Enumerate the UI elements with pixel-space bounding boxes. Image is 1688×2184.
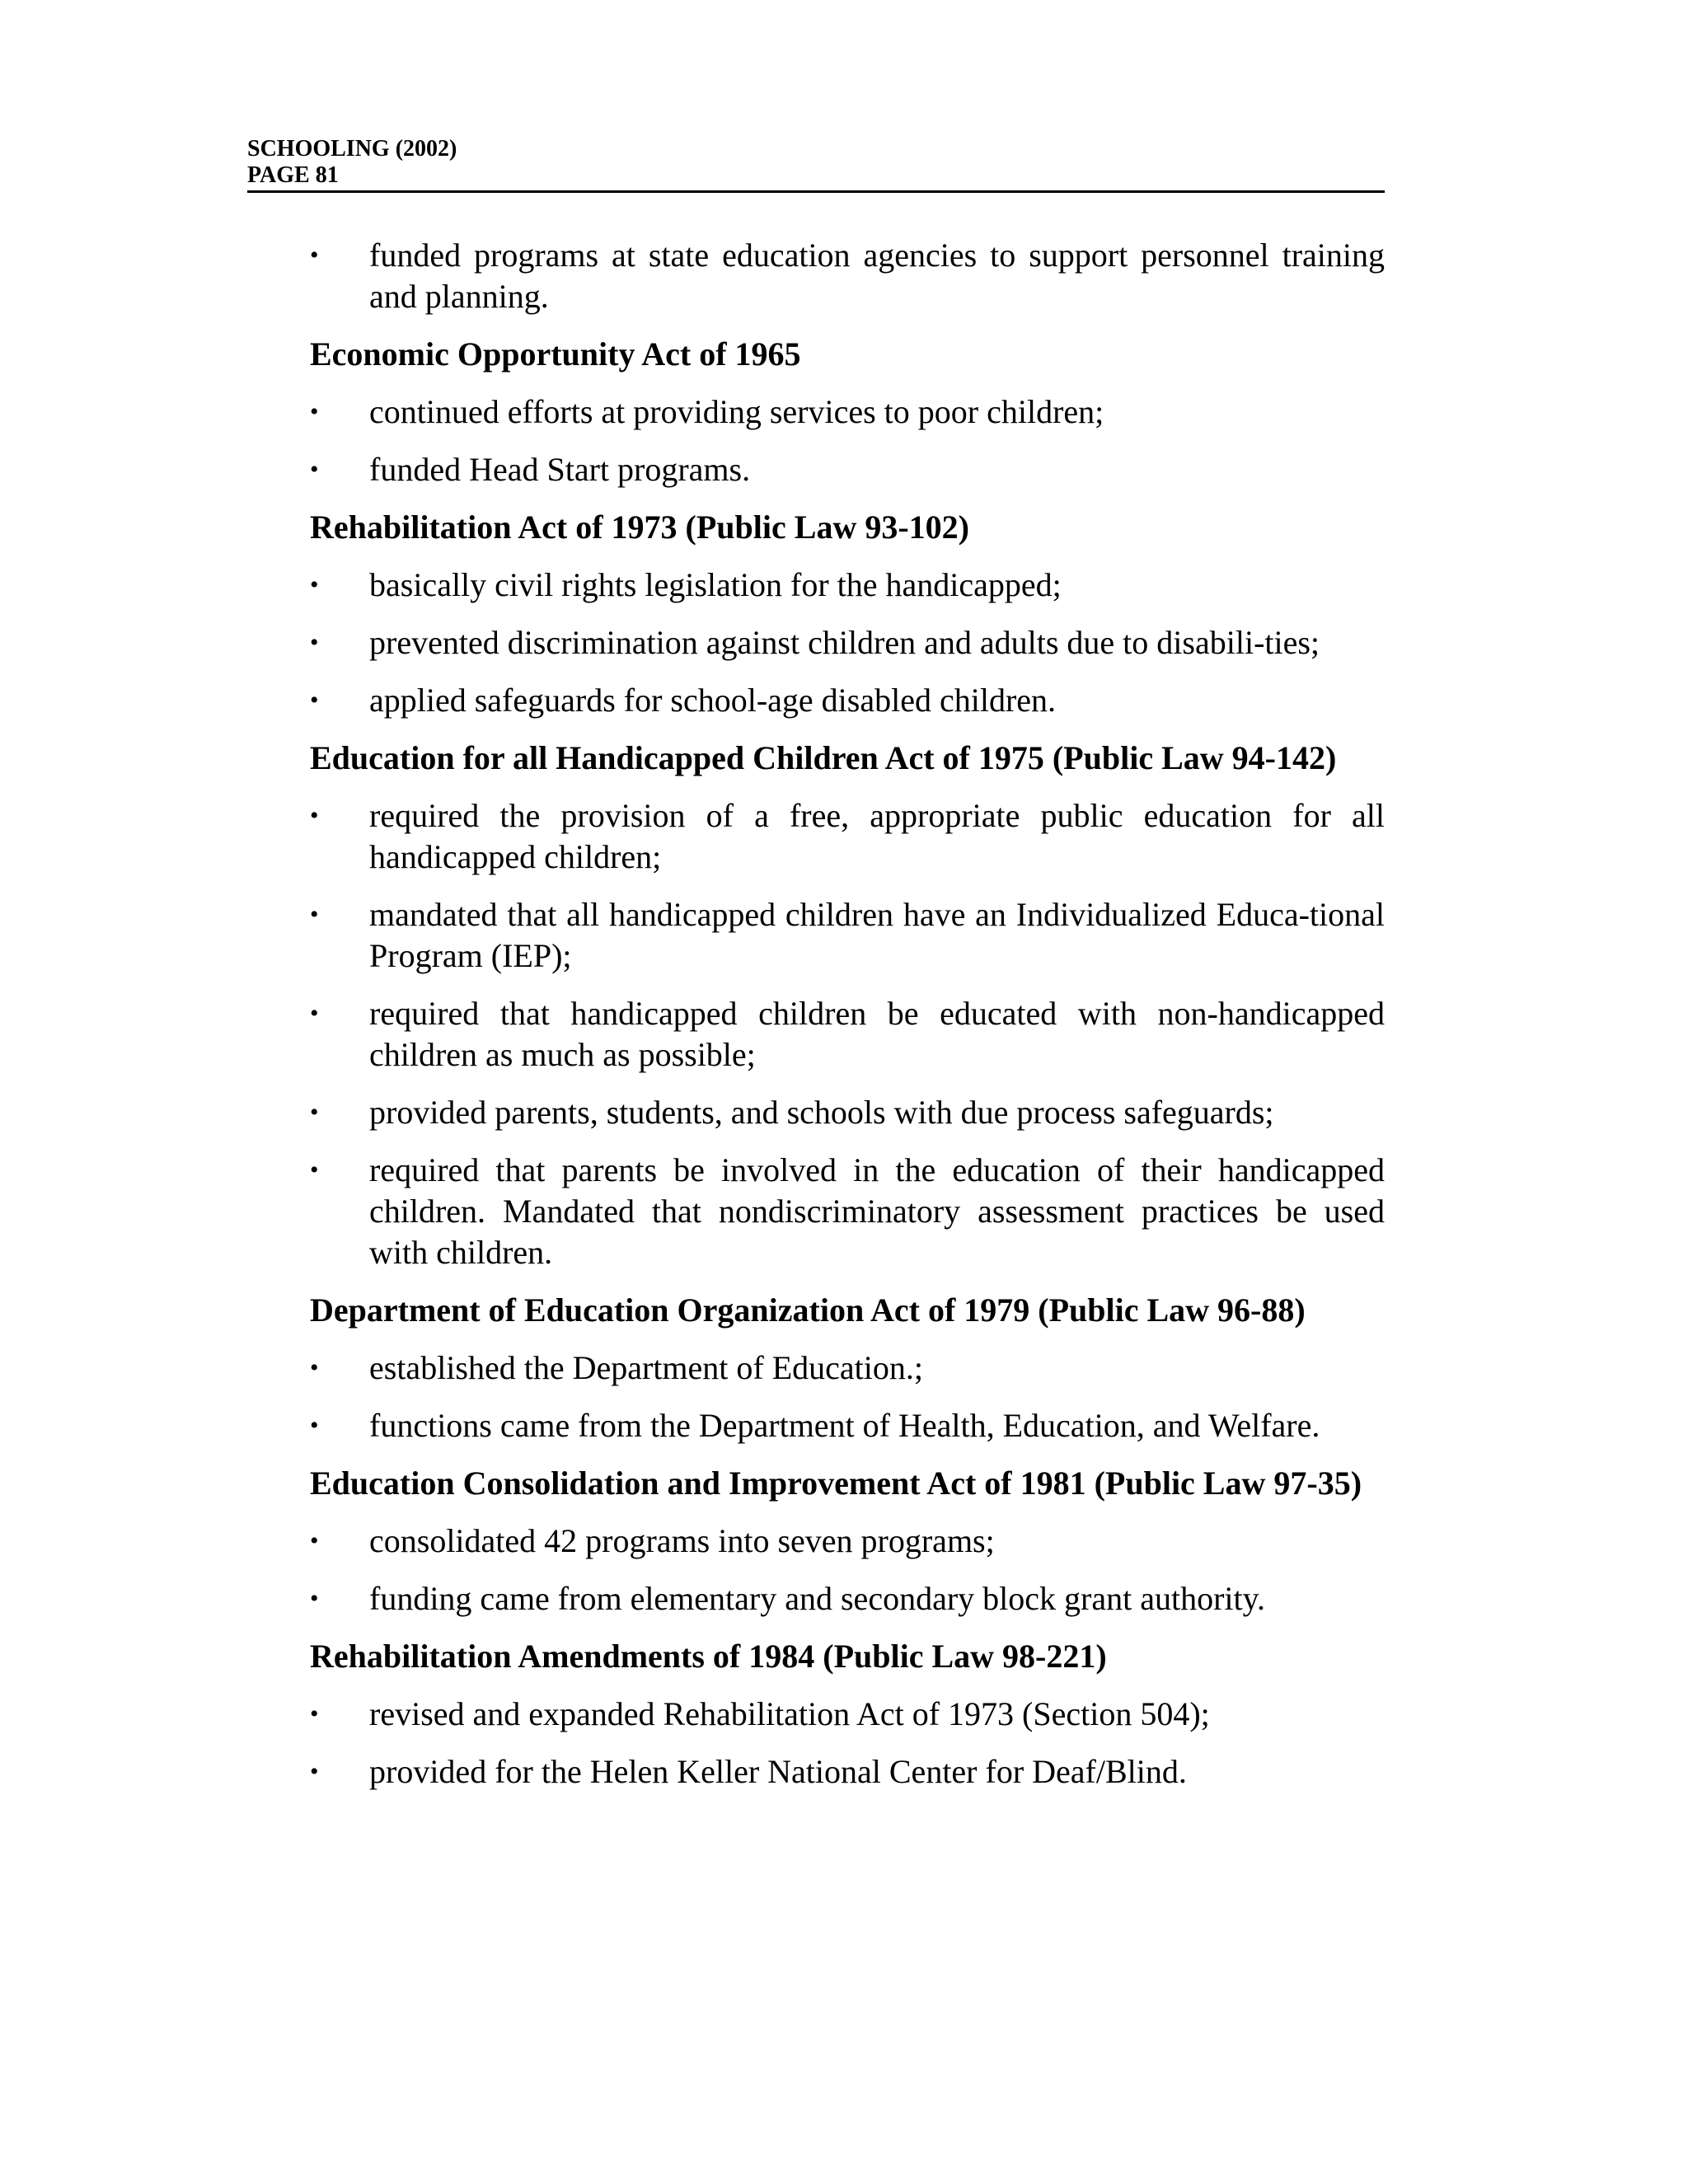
bullet-item	[310, 1521, 1385, 1562]
bullet-item	[310, 1092, 1385, 1133]
bullet-marker: •	[310, 802, 319, 829]
bullet-marker: •	[310, 1156, 319, 1183]
section-heading: Rehabilitation Amendments of 1984 (Public Law 98-221)	[310, 1638, 1107, 1675]
bullet-text: functions came from the Department of Health, Education, and Welfare.	[369, 1407, 1320, 1444]
bullet-text: required that parents be involved in the education of their handicapped children. Mandated that nondiscriminatory assessment practices be used with children.	[369, 1151, 1385, 1271]
bullet-marker: •	[310, 1000, 319, 1027]
bullet-text: revised and expanded Rehabilitation Act of 1973 (Section 504);	[369, 1695, 1210, 1732]
bullet-item	[310, 1405, 1385, 1446]
bullet-item	[310, 391, 1385, 433]
section-heading: Economic Opportunity Act of 1965	[310, 335, 801, 373]
bullet-item	[310, 1150, 1385, 1273]
bullet-text: required that handicapped children be educated with non-handicapped children as much as possible;	[369, 995, 1385, 1073]
page-header	[247, 136, 1385, 193]
bullet-text: continued efforts at providing services to poor children;	[369, 393, 1104, 430]
bullet-text: mandated that all handicapped children have an Individualized Educa-tional Program (IEP);	[369, 896, 1385, 974]
bullet-item	[310, 993, 1385, 1076]
bullet-marker: •	[310, 901, 319, 928]
bullet-marker: •	[310, 456, 319, 483]
bullet-text: applied safeguards for school-age disabled children.	[369, 682, 1057, 719]
bullet-text: prevented discrimination against children and adults due to disabili-ties;	[369, 624, 1320, 661]
bullet-marker: •	[310, 241, 319, 269]
bullet-item	[310, 1578, 1385, 1619]
bullet-text: established the Department of Education.;	[369, 1349, 924, 1386]
bullet-marker: •	[310, 1099, 319, 1126]
page-number: PAGE 81	[247, 162, 339, 188]
bullet-marker: •	[310, 1527, 319, 1554]
bullet-item	[310, 622, 1385, 663]
bullet-text: funding came from elementary and secondary block grant authority.	[369, 1580, 1266, 1617]
bullet-marker: •	[310, 1758, 319, 1785]
bullet-item	[310, 235, 1385, 317]
running-title: SCHOOLING (2002)	[247, 136, 457, 162]
bullet-marker: •	[310, 629, 319, 656]
bullet-marker: •	[310, 1412, 319, 1439]
bullet-text: basically civil rights legislation for the handicapped;	[369, 566, 1062, 603]
bullet-item	[310, 795, 1385, 878]
bullet-item	[310, 894, 1385, 977]
bullet-item	[310, 1347, 1385, 1389]
section-heading: Department of Education Organization Act of 1979 (Public Law 96-88)	[310, 1291, 1306, 1329]
bullet-marker: •	[310, 571, 319, 598]
bullet-marker: •	[310, 1354, 319, 1381]
bullet-marker: •	[310, 1585, 319, 1612]
section-heading: Rehabilitation Act of 1973 (Public Law 93-102)	[310, 509, 969, 546]
bullet-item	[310, 1694, 1385, 1735]
document-body	[310, 235, 1385, 1809]
bullet-text: funded Head Start programs.	[369, 451, 751, 488]
bullet-text: required the provision of a free, appropriate public education for all handicapped children;	[369, 797, 1385, 875]
bullet-marker: •	[310, 1700, 319, 1727]
bullet-item	[310, 449, 1385, 490]
bullet-item	[310, 1751, 1385, 1793]
bullet-item	[310, 565, 1385, 606]
bullet-marker: •	[310, 687, 319, 714]
bullet-text: funded programs at state education agencies to support personnel training and planning.	[369, 237, 1385, 315]
section-heading: Education Consolidation and Improvement Act of 1981 (Public Law 97-35)	[310, 1465, 1362, 1502]
section-heading: Education for all Handicapped Children Act of 1975 (Public Law 94-142)	[310, 739, 1337, 776]
bullet-text: provided parents, students, and schools with due process safeguards;	[369, 1094, 1274, 1131]
bullet-item	[310, 680, 1385, 721]
bullet-marker: •	[310, 398, 319, 425]
bullet-text: consolidated 42 programs into seven programs;	[369, 1522, 995, 1559]
bullet-text: provided for the Helen Keller National Center for Deaf/Blind.	[369, 1753, 1187, 1790]
